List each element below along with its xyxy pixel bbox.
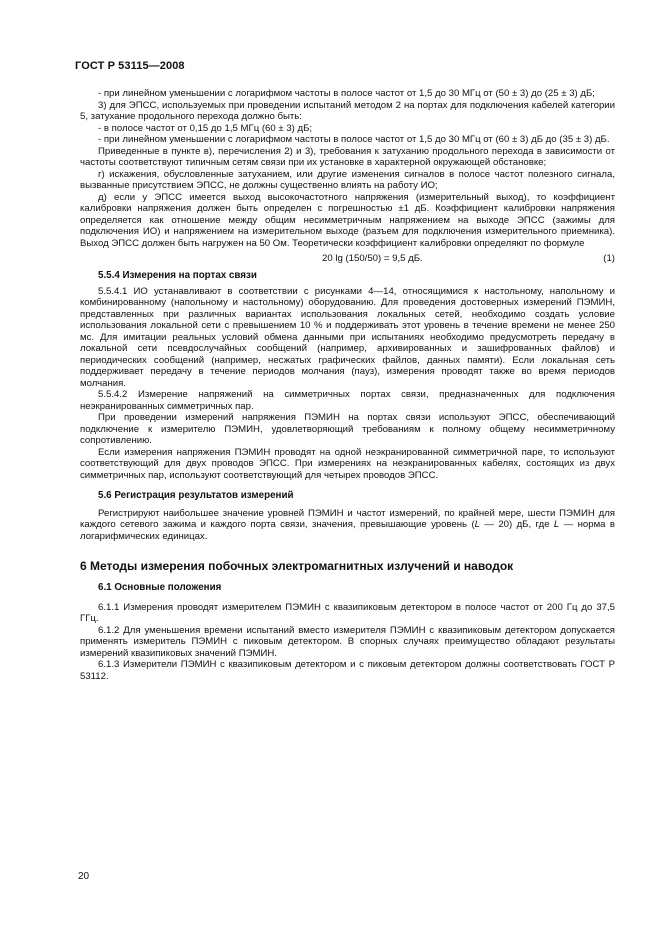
paragraph-5542: 5.5.4.2 Измерение напряжений на симметричных портах связи, предназначенных для подключения неэкранированных симметричных пар. [80, 389, 615, 412]
paragraph-single-pair: Если измерения напряжения ПЭМИН проводят на одной неэкранированной симметричной паре, то используют соответствующий для двух проводов ЭПСС. При измерениях на неэкранированных кабелях, состоящих из двух симметричных пар, используют соответствующий для четырех проводов ЭПСС. [80, 446, 615, 481]
paragraph-epss-usage: При проведении измерений напряжения ПЭМИН на портах связи используют ЭПСС, обеспечивающий подключение к измерителю ПЭМИН, удовлетворяющий требованиям к полному общему несимметричному сопротивлению. [80, 412, 615, 446]
paragraph-612: 6.1.2 Для уменьшения времени испытаний вместо измерителя ПЭМИН с квазипиковым детектором допускается применять измеритель ПЭМИН с пиковым детектором. В спорных случаях преимущество обладают результаты измерений квазипиковых значений ПЭМИН. [80, 624, 615, 659]
registration-text-3: — норма в логарифмических единицах. [80, 519, 615, 542]
formula-1 [80, 253, 615, 265]
paragraph-registration [80, 508, 615, 543]
page-content [80, 88, 615, 682]
paragraph-5541: 5.5.4.1 ИО устанавливают в соответствии с рисунками 4—14, относящимися к настольному, напольному и комбинированному (напольному и настольному) оборудованию. Для проведения достоверных измерений ПЭМИН, представленных при различных вариантах использования локальных сетей, необходимо создать условие использования локальной сети с превышением 10 % и поддерживать этот уровень в течение времени не менее 250 мс. Для имитации реальных условий обмена данными при испытаниях необходимо предусмотреть передачу в локальной сети псевдослучайных сообщений (например, архивированных и зашифрованных файлов) и периодических сообщений (например, несжатых графических файлов, данных памяти). Если локальная сеть поддерживает передачу в течение периодов молчания (пауз), измерения проводят также во время периодов молчания. [80, 285, 615, 389]
formula-number: (1) [603, 253, 615, 264]
page-number: 20 [78, 871, 90, 882]
paragraph-range-015-15: - в полосе частот от 0,15 до 1,5 МГц (60 ± 3) дБ; [98, 122, 313, 134]
registration-text-2: — 20) дБ, где [479, 519, 554, 530]
formula-text: 20 lg (150/50) = 9,5 дБ. [322, 253, 423, 264]
paragraph-item-g: г) искажения, обусловленные затуханием, или другие изменения сигналов в полосе частот полезного сигнала, вызванные присутствием ЭПСС, не должны существенно влиять на работу ИО; [80, 168, 615, 191]
norm-symbol-2: L [553, 519, 560, 530]
section-554-title: 5.5.4 Измерения на портах связи [98, 270, 257, 281]
paragraph-decrease-50-25: - при линейном уменьшении с логарифмом частоты в полосе частот от 1,5 до 30 МГц от (50 ± 3) до (25 ± 3) дБ; [98, 88, 595, 99]
paragraph-decrease-60-35: - при линейном уменьшении с логарифмом частоты в полосе частот от 1,5 до 30 МГц от (60 ± 3) дБ до (35 ± 3) дБ. [98, 134, 610, 145]
registration-text-1: Регистрируют наибольшее значение уровней ПЭМИН и частот измерений, по крайней мере, шести ПЭМИН для каждого сетевого зажима и каждого порта связи, значения, превышающие уровень ( [80, 507, 615, 530]
paragraph-item-d: д) если у ЭПСС имеется выход высокочастотного напряжения (измерительный выход), то коэффициент калибровки напряжения должен быть определен с погрешностью ±1 дБ. Коэффициент калибровки напряжения определяется как отношение между общим несимметричным напряжением на выходе ЭПСС (зажимы для подключения ИО) и напряжением на измерительном выходе (разъем для подключения измерительного приемника). Выход ЭПСС должен быть нагружен на 50 Ом. Теоретически коэффициент калибровки определяют по формуле [80, 191, 615, 249]
section-56-title: 5.6 Регистрация результатов измерений [98, 490, 294, 501]
paragraph-613: 6.1.3 Измерители ПЭМИН с квазипиковым детектором и с пиковым детектором должны соответствовать ГОСТ Р 53112. [80, 659, 615, 682]
section-61-title: 6.1 Основные положения [98, 582, 222, 593]
paragraph-611: 6.1.1 Измерения проводят измерителем ПЭМИН с квазипиковым детектором в полосе частот от 200 Гц до 37,5 ГГц. [80, 601, 615, 624]
section-6-title: 6 Методы измерения побочных электромагнитных излучений и наводок [80, 559, 514, 573]
paragraph-item-3: 3) для ЭПСС, используемых при проведении испытаний методом 2 на портах для подключения кабелей категории 5, затухание продольного перехода должно быть: [80, 99, 615, 122]
norm-symbol-1: L [474, 519, 480, 530]
document-header: ГОСТ Р 53115—2008 [75, 60, 185, 72]
paragraph-requirements-note: Приведенные в пункте в), перечисления 2) и 3), требования к затуханию продольного перехода в зависимости от частоты соответствуют типичным сетям связи при их установке в характерной окружающей обстановке; [80, 145, 615, 168]
